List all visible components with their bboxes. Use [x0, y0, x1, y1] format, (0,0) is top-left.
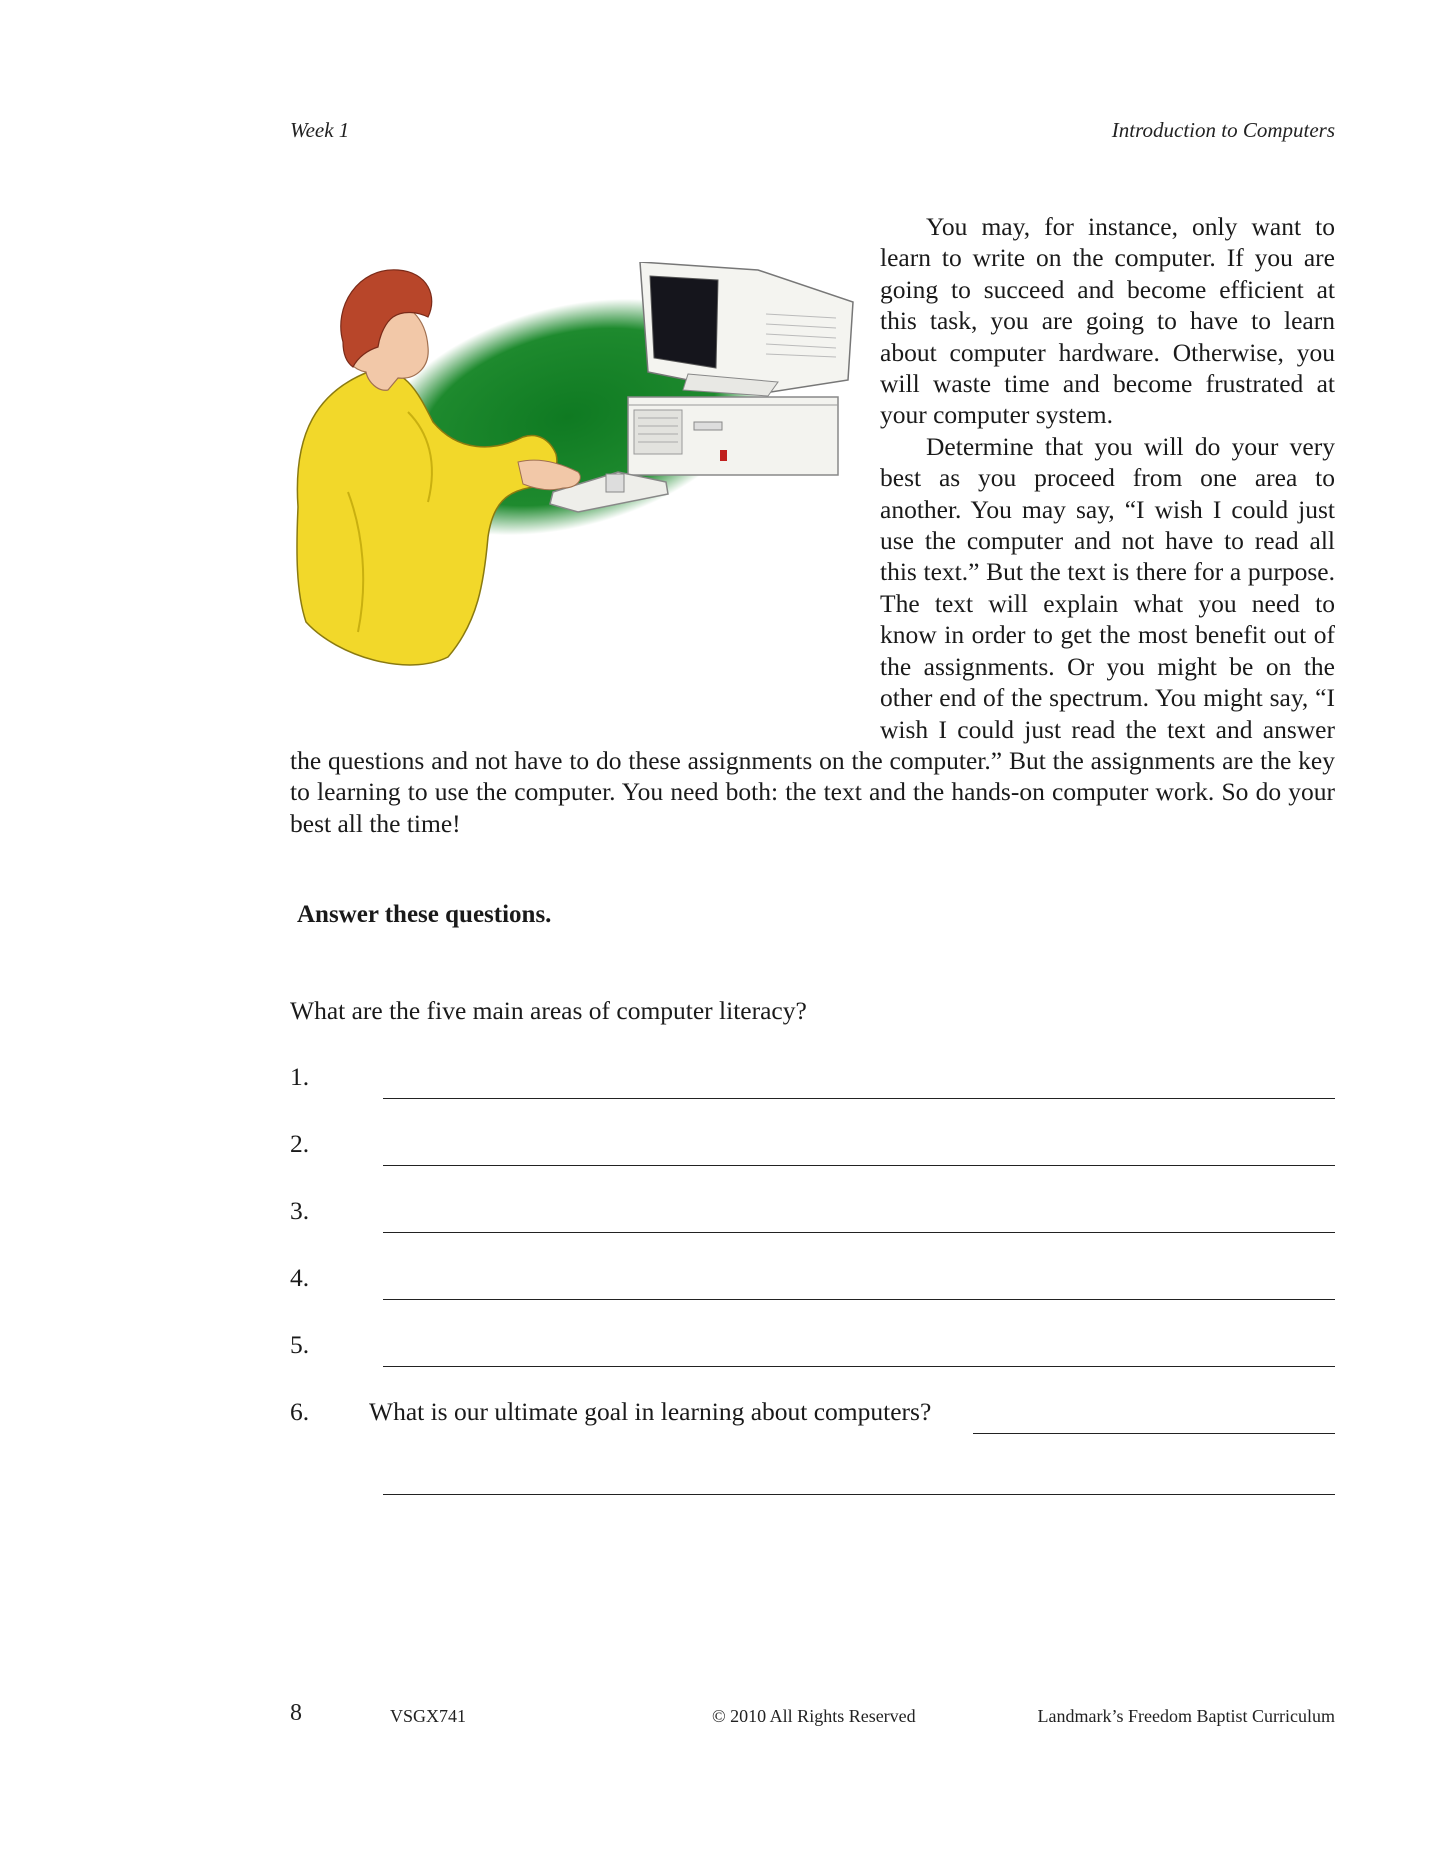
answer-row-1 — [290, 1062, 1335, 1102]
answer-line — [383, 1165, 1335, 1166]
paragraph-2: Determine that you will do your very best as you proceed from one area to another. You may say, “I wish I could just use the computer and not have to read all this text.” But the text is there for a purpose. The text will explain what you need to know in order to get the most benefit out of the assignments. Or you might be on the other end of the spectrum. You might say, “I wish I could just read the text and answer the questions and not have to do these assignments on the computer.” But the assignments are the key to learning to use the computer. You need both: the text and the hands-on computer work. So do your best all the time! — [290, 431, 1335, 838]
question-6-row — [290, 1397, 1335, 1437]
paragraph-1: You may, for instance, only want to learn to write on the computer. If you are going to succeed and become efficient at this task, you are going to have to learn about computer hardware. Otherwise, you will waste time and become frustrated at your computer system. — [880, 212, 1335, 430]
page-number: 8 — [290, 1700, 302, 1726]
answer-line — [383, 1366, 1335, 1367]
answer-row-2 — [290, 1129, 1335, 1169]
copyright-notice: © 2010 All Rights Reserved — [712, 1706, 916, 1726]
answer-line — [383, 1299, 1335, 1300]
answer-row-4 — [290, 1263, 1335, 1303]
running-head-title: Introduction to Computers — [1111, 118, 1335, 142]
running-head-week: Week 1 — [290, 118, 350, 142]
document-code: VSGX741 — [390, 1706, 467, 1726]
publisher-name: Landmark’s Freedom Baptist Curriculum — [1037, 1706, 1335, 1726]
answer-line — [973, 1433, 1335, 1434]
answer-line — [383, 1098, 1335, 1099]
answer-line-continued — [383, 1494, 1335, 1495]
question-number: 6. — [290, 1397, 310, 1426]
section-heading: Answer these questions. — [297, 901, 552, 928]
question-6-text: What is our ultimate goal in learning about computers? — [369, 1397, 932, 1426]
answer-row-3 — [290, 1196, 1335, 1236]
question-intro: What are the five main areas of computer literacy? — [290, 996, 807, 1025]
answer-number: 2. — [290, 1129, 310, 1158]
answer-number: 5. — [290, 1330, 310, 1359]
answer-line — [383, 1232, 1335, 1233]
answer-number: 3. — [290, 1196, 310, 1225]
answer-row-5 — [290, 1330, 1335, 1370]
body-text — [290, 211, 1335, 839]
answer-number: 1. — [290, 1062, 310, 1091]
answer-number: 4. — [290, 1263, 310, 1292]
